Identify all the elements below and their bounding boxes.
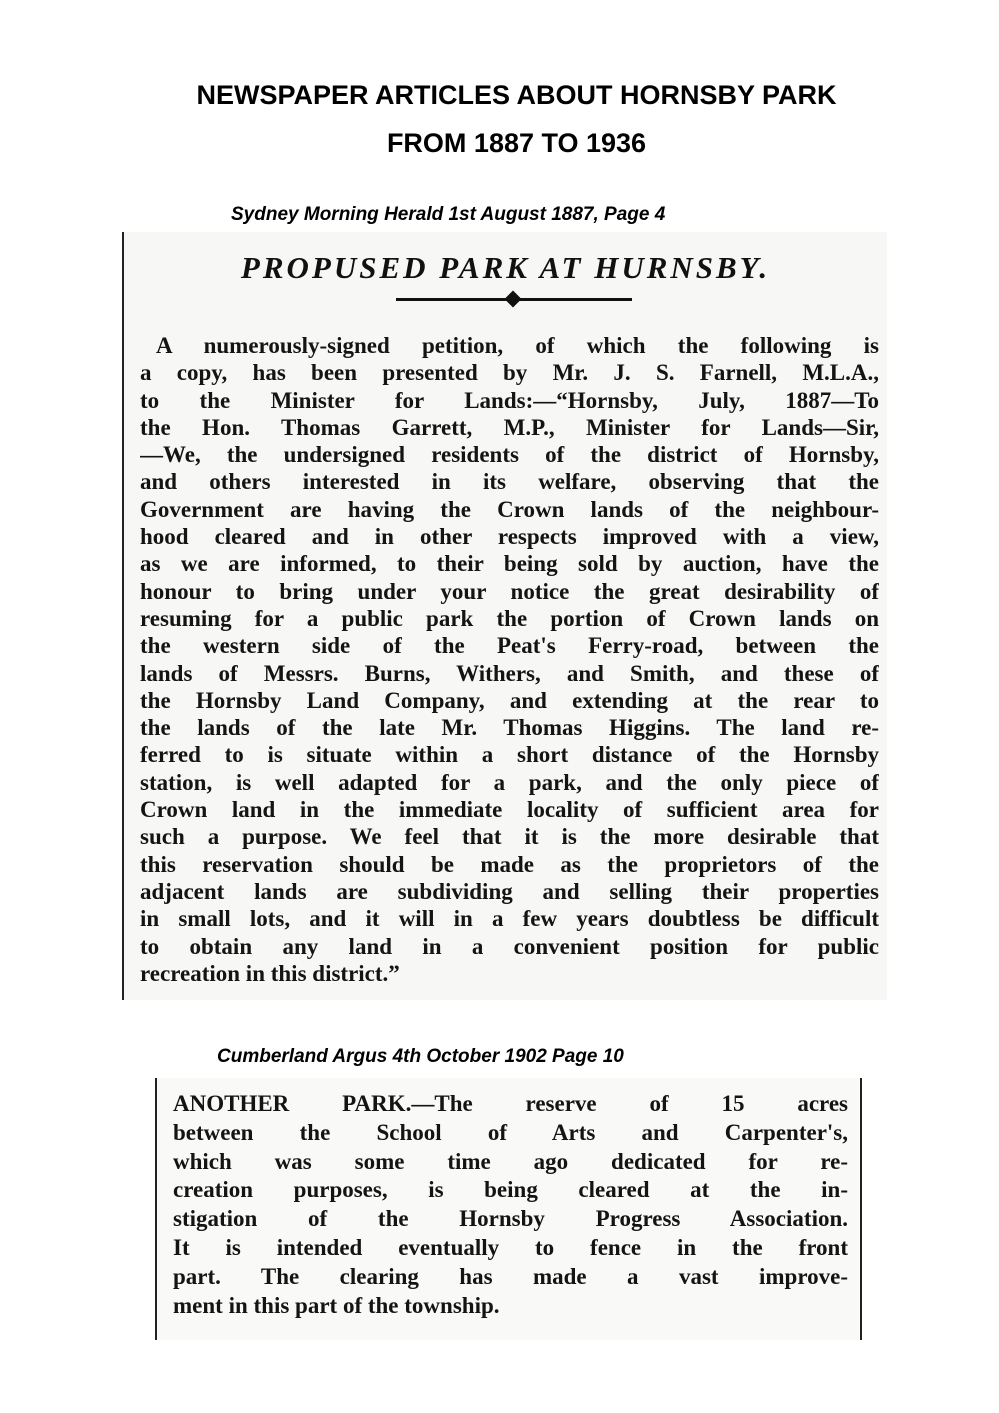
article-line: a copy, has been presented by Mr. J. S. Farnell, M.L.A., [140,360,879,386]
article-line: It is intended eventually to fence in the front [173,1234,848,1260]
page-title-line-1: NEWSPAPER ARTICLES ABOUT HORNSBY PARK [196,80,837,110]
article-line: ment in this part of the township. [173,1292,500,1318]
article-line: Crown land in the immediate locality of sufficient area for [140,797,879,823]
page-title-line-2: FROM 1887 TO 1936 [386,128,647,158]
article-line: in small lots, and it will in a few years doubtless be difficult [140,906,879,932]
newspaper-clipping-2 [155,1078,862,1340]
article-1-heading: PROPUSED PARK AT HURNSBY. [240,250,771,285]
article-1-body [140,332,879,987]
article-1-caption: Sydney Morning Herald 1st August 1887, Page 4 [231,204,666,225]
article-2-caption: Cumberland Argus 4th October 1902 Page 10 [217,1046,624,1067]
article-line: lands of Messrs. Burns, Withers, and Smith, and these of [140,660,879,686]
article-line: to obtain any land in a convenient position for public [140,933,879,959]
article-line: stigation of the Hornsby Progress Association. [173,1206,848,1232]
newspaper-clipping-1 [122,232,887,1000]
article-line: which was some time ago dedicated for re- [173,1148,848,1174]
article-line: the western side of the Peat's Ferry-road, between the [140,633,879,659]
article-line: the Hornsby Land Company, and extending at the rear to [140,687,879,713]
article-line: Government are having the Crown lands of the neighbour- [140,496,879,522]
article-line: and others interested in its welfare, observing that the [140,469,879,495]
divider-diamond-icon [505,291,522,308]
article-line: hood cleared and in other respects improved with a view, [140,524,879,550]
article-line: ferred to is situate within a short distance of the Hornsby [140,742,879,768]
article-line: as we are informed, to their being sold by auction, have the [140,551,879,577]
article-line: recreation in this district.” [140,960,400,986]
article-line: A numerously-signed petition, of which the following is [156,333,879,358]
article-line: station, is well adapted for a park, and the only piece of [140,769,879,795]
article-line: this reservation should be made as the proprietors of the [140,851,879,877]
article-line: the lands of the late Mr. Thomas Higgins. The land re- [140,715,879,741]
article-line: such a purpose. We feel that it is the more desirable that [140,824,879,850]
article-2-body [173,1090,848,1320]
article-line: creation purposes, is being cleared at the in- [173,1177,848,1203]
article-line: honour to bring under your notice the great desirability of [140,578,879,604]
article-line: the Hon. Thomas Garrett, M.P., Minister for Lands—Sir, [140,414,879,440]
article-line: resuming for a public park the portion of Crown lands on [140,605,879,631]
article-line: to the Minister for Lands:—“Hornsby, July, 1887—To [140,387,879,413]
article-line: adjacent lands are subdividing and selling their properties [140,878,879,904]
article-line: —We, the undersigned residents of the district of Hornsby, [140,442,879,468]
article-line: between the School of Arts and Carpenter's, [173,1119,848,1145]
article-line: part. The clearing has made a vast improve- [173,1263,848,1289]
article-line: ANOTHER PARK.—The reserve of 15 acres [173,1091,848,1116]
